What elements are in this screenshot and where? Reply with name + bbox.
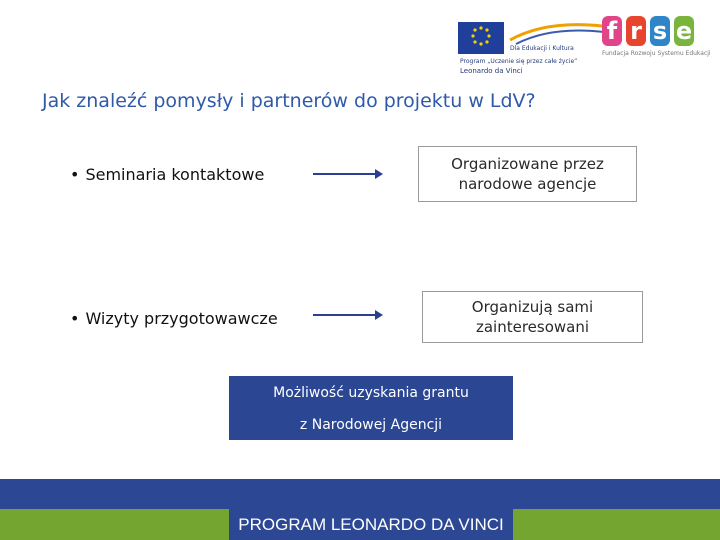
- page-title: Jak znaleźć pomysły i partnerów do projektu w LdV?: [42, 90, 536, 112]
- footer-band-blue: [0, 479, 720, 509]
- info-box-line-2: zainteresowani: [475, 318, 590, 336]
- bullet-text: Wizyty przygotowawcze: [85, 309, 278, 328]
- info-box-organizuja: [422, 291, 643, 343]
- info-box-organizowane: [418, 146, 637, 202]
- bullet-dot: •: [70, 165, 80, 184]
- logo-line-2: Program „Uczenie się przez całe życie”: [460, 58, 578, 65]
- arrow-right-icon: [313, 314, 381, 316]
- grant-line-1: Możliwość uzyskania grantu: [273, 385, 469, 401]
- bullet-item-wizyty: [70, 309, 278, 328]
- frse-logo: [602, 16, 711, 68]
- bullet-text: Seminaria kontaktowe: [85, 165, 265, 184]
- logo-line-3: Leonardo da Vinci: [460, 67, 523, 75]
- info-box-line-1: Organizują sami: [471, 298, 594, 316]
- info-box-line-2: narodowe agencje: [458, 175, 597, 193]
- arrow-right-icon: [313, 173, 381, 175]
- bullet-item-seminaria: [70, 165, 264, 184]
- eu-leonardo-logo: [456, 18, 578, 80]
- footer-title: PROGRAM LEONARDO DA VINCI: [229, 509, 513, 540]
- info-box-line-1: Organizowane przez: [451, 155, 604, 173]
- bullet-dot: •: [70, 309, 80, 328]
- frse-letter-e: e: [675, 17, 693, 45]
- eu-flag-icon: [458, 22, 504, 54]
- logo-line-1: Dla Edukacji i Kultura: [510, 45, 574, 52]
- frse-letter-f: f: [602, 16, 622, 46]
- frse-letter-r: r: [626, 16, 646, 46]
- grant-box: [229, 376, 513, 440]
- frse-caption: Fundacja Rozwoju Systemu Edukacji: [602, 50, 711, 57]
- frse-letter-s: s: [650, 16, 670, 46]
- grant-line-2: z Narodowej Agencji: [299, 417, 443, 433]
